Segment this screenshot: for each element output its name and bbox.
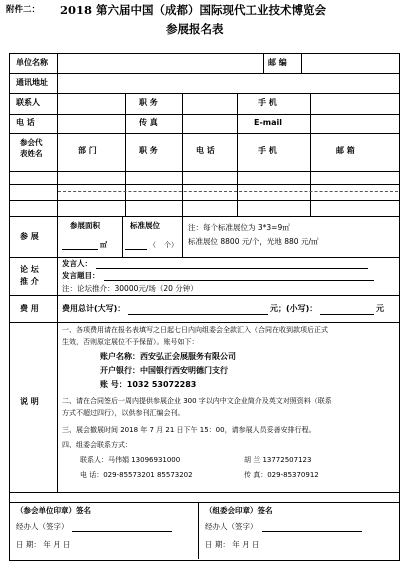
note-item2-line1: 二、请在合同签后一周内提供参展企业 300 字以内中文企业简介及英文对照资料（联系 <box>62 397 332 405</box>
page-subtitle: 参展报名表 <box>166 22 224 36</box>
address-label: 通讯地址 <box>16 78 48 87</box>
fax-label: 传 真 <box>139 118 158 127</box>
note-item4: 四、组委会联系方式： <box>62 441 132 449</box>
organizer-contact-person-2: 胡 兰 13772507123 <box>244 456 312 464</box>
email-label: E-mail <box>254 118 283 127</box>
participant-seal-signature-title: （参会单位印章）签名 <box>16 506 91 515</box>
company-name-label: 单位名称 <box>16 58 48 67</box>
exhibit-note-size: 注：每个标准展位为 3*3=9㎡ <box>188 223 290 232</box>
note-item3: 三、展会撤展时间 2018 年 7 月 21 日下午 15：00，请参展人员妥善安排行程。 <box>62 426 316 434</box>
exhibit-standard-header: 标准展位 <box>130 221 160 230</box>
note-item1-line2: 生效，否则原定展位不予保留）。账号如下： <box>62 338 199 346</box>
account-name: 账户名称：西安弘正会展服务有限公司 <box>100 352 236 361</box>
exhibit-label: 参 展 <box>20 232 39 241</box>
notes-label: 说 明 <box>20 397 39 406</box>
contact-label: 联系人 <box>16 98 40 107</box>
organizer-contact-person: 联系人：马伟娟 13096931000 <box>80 456 181 464</box>
note-item1-line1: 一、各项费用请在报名表填写之日起七日内向组委会全款汇入（合同在收到款项后正式 <box>62 326 328 334</box>
attachment-label: 附件二： <box>6 5 41 15</box>
exhibit-unit-prefix: （ <box>149 241 156 249</box>
organizer-handler-label: 经办人（签字） <box>205 522 258 531</box>
fee-total-label: 费用总计(大写)： <box>62 304 126 313</box>
contact-position-label: 职 务 <box>139 98 158 107</box>
organizer-seal-signature-title: （组委会印章）签名 <box>205 506 273 515</box>
participants-label-line2: 表姓名 <box>20 149 43 158</box>
account-bank: 开户银行：中国银行西安明德门支行 <box>100 366 228 375</box>
col-department: 部 门 <box>78 146 97 155</box>
forum-topic-label: 发言题目： <box>62 271 100 280</box>
account-number: 账 号：1032 53072283 <box>100 380 197 389</box>
organizer-phone: 电 话：029-85573201 85573202 <box>80 471 193 479</box>
col-email: 邮 箱 <box>336 146 355 155</box>
participants-label-line1: 参会代 <box>20 138 43 147</box>
col-mobile: 手 机 <box>258 146 277 155</box>
forum-speaker-label: 发言人： <box>62 259 92 268</box>
exhibit-sqm-unit: ㎡ <box>100 241 107 249</box>
forum-price-note: 注：论坛推介：30000元/场（20 分钟） <box>62 284 198 293</box>
contact-mobile-label: 手 机 <box>258 98 277 107</box>
fee-label: 费 用 <box>20 304 39 313</box>
exhibit-unit-suffix: 个） <box>164 241 178 249</box>
organizer-date-label: 日 期： 年 月 日 <box>205 540 260 549</box>
page-title: 2018 第六届中国（成都）国际现代工业技术博览会 <box>60 3 327 17</box>
col-position: 职 务 <box>139 146 158 155</box>
participant-date-label: 日 期： 年 月 日 <box>16 540 71 549</box>
fee-yuan-lowercase-label: 元；(小写)： <box>270 304 318 313</box>
fee-yuan-suffix: 元 <box>376 304 384 313</box>
phone-label: 电 话 <box>16 118 35 127</box>
organizer-fax: 传 真：029-85370912 <box>244 471 319 479</box>
postcode-label: 邮 编 <box>268 58 287 67</box>
participant-handler-label: 经办人（签字） <box>16 522 69 531</box>
exhibit-note-price: 标准展位 8800 元/个，光地 880 元/㎡ <box>188 237 319 246</box>
forum-label-line2: 推 介 <box>20 277 39 286</box>
forum-label-line1: 论 坛 <box>20 265 39 274</box>
exhibit-area-header: 参展面积 <box>70 221 100 230</box>
note-item2-line2: 方式不超过四行），以供参刊汇编会刊。 <box>62 409 185 417</box>
col-phone: 电 话 <box>196 146 215 155</box>
